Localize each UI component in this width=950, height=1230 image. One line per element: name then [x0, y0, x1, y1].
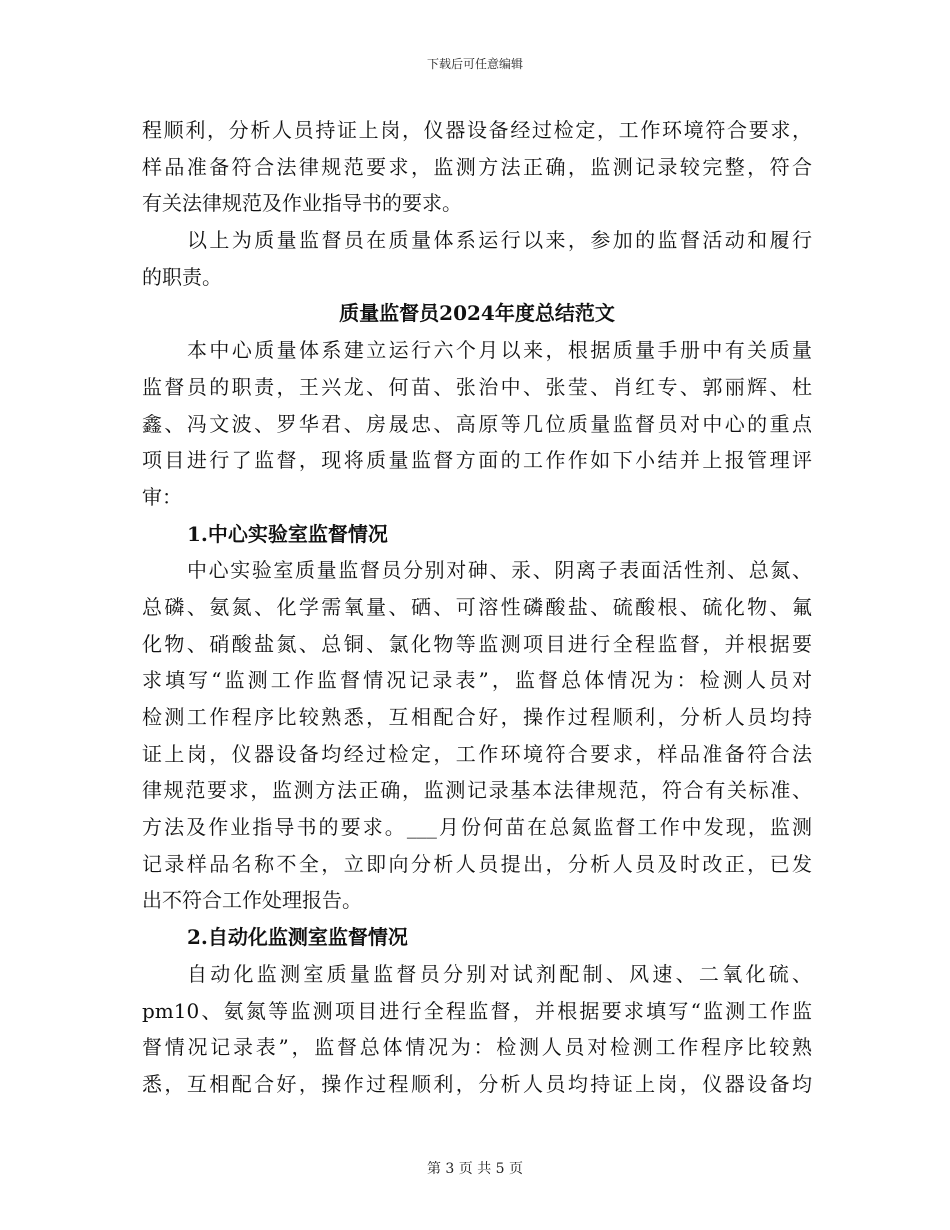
text-line: 审： [142, 484, 182, 509]
section-heading: 1.中心实验室监督情况 [187, 521, 388, 546]
text-line: 检测工作程序比较熟悉，互相配合好，操作过程顺利，分析人员均持 [142, 705, 812, 729]
text-line: 证上岗，仪器设备均经过检定，工作环境符合要求，样品准备符合法 [142, 741, 812, 766]
text-line: 督情况记录表”，监督总体情况为：检测人员对检测工作程序比较熟 [142, 1035, 812, 1060]
text-line: 方法及作业指导书的要求。___月份何苗在总氮监督工作中发现，监测 [142, 815, 812, 840]
text-line: 出不符合工作处理报告。 [142, 888, 362, 913]
text-line: 自动化监测室质量监督员分别对试剂配制、风速、二氧化硫、 [187, 961, 812, 986]
text-line: 求填写“监测工作监督情况记录表”，监督总体情况为：检测人员对 [142, 668, 812, 693]
text-line: 本中心质量体系建立运行六个月以来，根据质量手册中有关质量 [187, 338, 812, 363]
document-title: 质量监督员2024年度总结范文 [339, 301, 615, 326]
text-line: 悉，互相配合好，操作过程顺利，分析人员均持证上岗，仪器设备均 [142, 1071, 812, 1096]
text-line: 化物、硝酸盐氮、总铜、氯化物等监测项目进行全程监督，并根据要 [142, 631, 812, 656]
text-line: 样品准备符合法律规范要求，监测方法正确，监测记录较完整，符合 [142, 154, 812, 179]
text-line: 鑫、冯文波、罗华君、房晟忠、高原等几位质量监督员对中心的重点 [142, 411, 812, 436]
text-line: 中心实验室质量监督员分别对砷、汞、阴离子表面活性剂、总氮、 [187, 558, 812, 583]
text-line: 律规范要求，监测方法正确，监测记录基本法律规范，符合有关标准、 [142, 778, 812, 803]
section-heading: 2.自动化监测室监督情况 [187, 925, 408, 950]
text-line: 的职责。 [142, 264, 222, 289]
document-body [142, 112, 812, 1103]
text-line: 有关法律规范及作业指导书的要求。 [142, 191, 462, 216]
page-header: 下载后可任意编辑 [426, 57, 523, 71]
text-line: 程顺利，分析人员持证上岗，仪器设备经过检定，工作环境符合要求， [142, 118, 812, 142]
text-line: 总磷、氨氮、化学需氧量、硒、可溶性磷酸盐、硫酸根、硫化物、氟 [142, 594, 812, 619]
page-footer: 第 3 页 共 5 页 [426, 1161, 524, 1177]
text-line: 监督员的职责，王兴龙、何苗、张治中、张莹、肖红专、郭丽辉、杜 [142, 374, 812, 399]
text-line: pm10、氨氮等监测项目进行全程监督，并根据要求填写“监测工作监 [142, 998, 812, 1023]
text-line: 以上为质量监督员在质量体系运行以来，参加的监督活动和履行 [187, 228, 812, 253]
text-line: 项目进行了监督，现将质量监督方面的工作作如下小结并上报管理评 [142, 448, 812, 473]
text-line: 记录样品名称不全，立即向分析人员提出，分析人员及时改正，已发 [142, 851, 812, 876]
